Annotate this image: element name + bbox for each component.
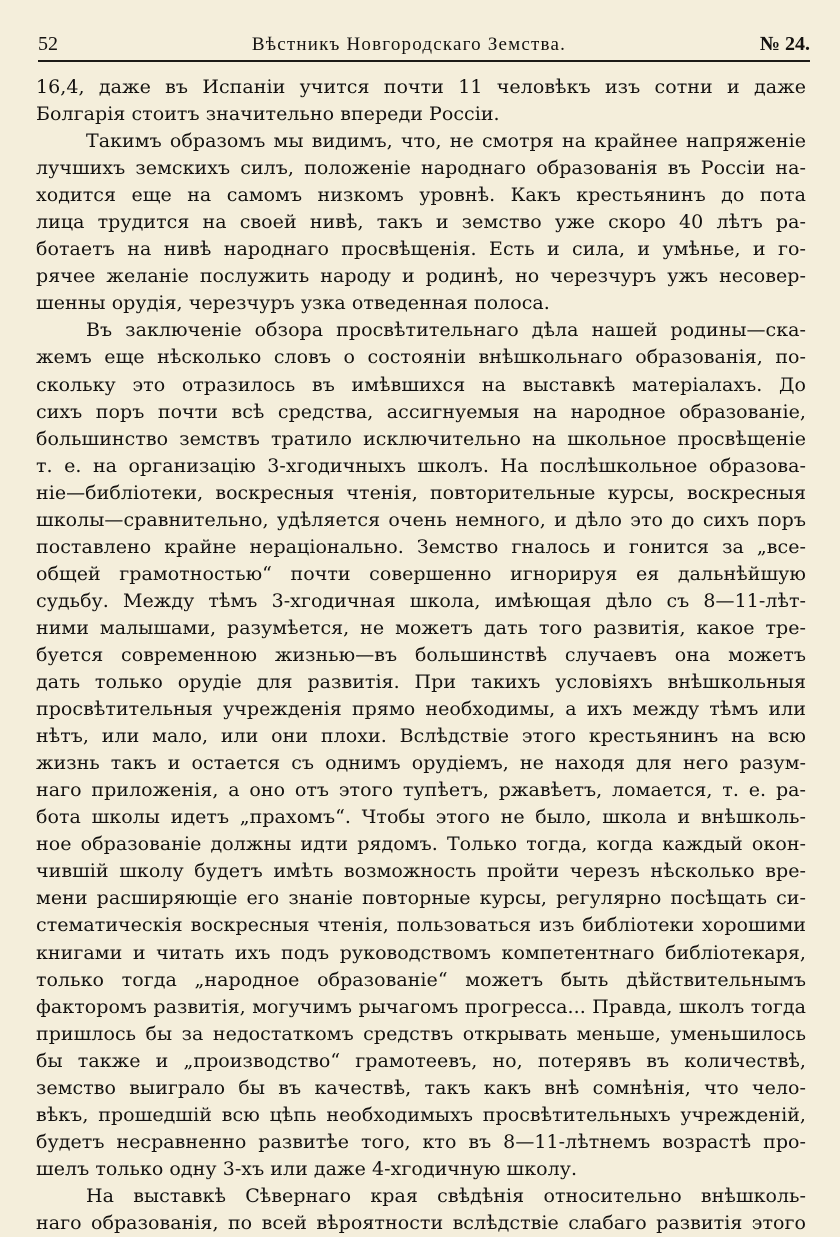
- text-line: пришлось бы за недостаткомъ средствъ открывать меньше, уменьшилось: [36, 1022, 806, 1045]
- text-line: т. е. на организацію 3-хгодичныхъ школъ. На послѣшкольное образова-: [36, 454, 806, 477]
- text-line: На выставкѣ Сѣвернаго края свѣдѣнія относительно внѣшколь-: [86, 1184, 806, 1207]
- text-line: дать только орудіе для развитія. При такихъ условіяхъ внѣшкольныя: [36, 671, 806, 694]
- text-line: мени расширяющіе его знаніе повторные курсы, регулярно посѣщать си-: [36, 887, 806, 910]
- text-line: Въ заключеніе обзора просвѣтительнаго дѣла нашей родины—ска-: [86, 319, 806, 342]
- text-line: шелъ только одну 3-хъ или даже 4-хгодичную школу.: [36, 1157, 578, 1180]
- text-line: жизнь такъ и остается съ однимъ орудіемъ, не находя для него разум-: [36, 752, 806, 775]
- text-line: жемъ еще нѣсколько словъ о состояніи внѣшкольнаго образованія, по-: [36, 346, 806, 369]
- text-line: ходится еще на самомъ низкомъ уровнѣ. Какъ крестьянинъ до пота: [36, 184, 806, 207]
- text-line: шенны орудія, черезчуръ узка отведенная полоса.: [36, 292, 550, 315]
- text-line: бота школы идетъ „прахомъ“. Чтобы этого не было, школа и внѣшколь-: [36, 806, 806, 829]
- text-line: только тогда „народное образованіе“ можетъ быть дѣйствительнымъ: [36, 968, 806, 991]
- article-body: [36, 74, 806, 1237]
- text-line: нѣтъ, или мало, или они плохи. Вслѣдствіе этого крестьянинъ на всю: [36, 725, 806, 748]
- text-line: сихъ поръ почти всѣ средства, ассигнуемыя на народное образованіе,: [36, 400, 806, 423]
- text-line: Такимъ образомъ мы видимъ, что, не смотря на крайнее напряженіе: [86, 130, 806, 153]
- text-line: школы—сравнительно, удѣляется очень немного, и дѣло это до сихъ поръ: [36, 508, 806, 531]
- issue-number: № 24.: [759, 33, 810, 55]
- page-number: 52: [38, 33, 58, 55]
- text-line: вѣкъ, прошедшій всю цѣпь необходимыхъ просвѣтительныхъ учрежденій,: [36, 1103, 806, 1126]
- text-line: ное образованіе должны идти рядомъ. Только тогда, когда каждый окон-: [36, 833, 806, 856]
- text-line: книгами и читать ихъ подъ руководствомъ компетентнаго библіотекаря,: [36, 941, 806, 964]
- text-line: судьбу. Между тѣмъ 3-хгодичная школа, имѣющая дѣло съ 8—11-лѣт-: [36, 589, 806, 612]
- text-line: большинство земствъ тратило исключительно на школьное просвѣщеніе: [36, 427, 806, 450]
- text-line: наго приложенія, а оно отъ этого тупѣетъ, ржавѣетъ, ломается, т. е. ра-: [36, 779, 806, 802]
- text-line: бы также и „производство“ грамотеевъ, но, потерявъ въ количествѣ,: [36, 1049, 806, 1072]
- text-line: лучшихъ земскихъ силъ, положеніе народнаго образованія въ Россіи на-: [36, 157, 806, 180]
- text-line: поставлено крайне нераціонально. Земство гналось и гонится за „все-: [36, 535, 806, 558]
- text-line: факторомъ развитія, могучимъ рычагомъ прогресса... Правда, школъ тогда: [36, 995, 806, 1018]
- journal-title: Вѣстникъ Новгородскаго Земства.: [251, 34, 567, 55]
- running-header: [38, 22, 810, 62]
- text-line: ними малышами, разумѣется, не можетъ дать того развитія, какое тре-: [36, 616, 806, 639]
- text-line: чившій школу будетъ имѣть возможность пройти черезъ нѣсколько вре-: [36, 860, 806, 883]
- text-line: рячее желаніе послужить народу и родинѣ, но черезчуръ ужъ несовер-: [36, 265, 806, 288]
- text-line: стематическія воскресныя чтенія, пользоваться изъ библіотеки хорошими: [36, 914, 806, 937]
- text-line: 16,4, даже въ Испаніи учится почти 11 человѣкъ изъ сотни и даже: [36, 76, 806, 98]
- text-line: наго образованія, по всей вѣроятности вслѣдствіе слабаго развитія этого: [36, 1211, 806, 1234]
- text-line: общей грамотностью“ почти совершенно игнорируя ея дальнѣйшую: [36, 562, 806, 585]
- text-line: земство выиграло бы въ качествѣ, такъ какъ внѣ сомнѣнія, что чело-: [36, 1076, 806, 1099]
- text-line: лица трудится на своей нивѣ, такъ и земство уже скоро 40 лѣтъ ра-: [36, 211, 806, 234]
- text-line: будетъ несравненно развитѣе того, кто въ 8—11-лѣтнемъ возрастѣ про-: [36, 1130, 806, 1153]
- text-line: Болгарія стоитъ значительно впереди Россіи.: [36, 103, 500, 126]
- text-line: просвѣтительныя учрежденія прямо необходимы, а ихъ между тѣмъ или: [36, 698, 806, 721]
- text-line: ботаетъ на нивѣ народнаго просвѣщенія. Есть и сила, и умѣнье, и го-: [36, 238, 806, 261]
- text-line: ніе—библіотеки, воскресныя чтенія, повторительные курсы, воскресныя: [36, 481, 806, 504]
- text-line: буется современною жизнью—въ большинствѣ случаевъ она можетъ: [36, 643, 806, 666]
- text-line: скольку это отразилось въ имѣвшихся на выставкѣ матеріалахъ. До: [36, 373, 806, 396]
